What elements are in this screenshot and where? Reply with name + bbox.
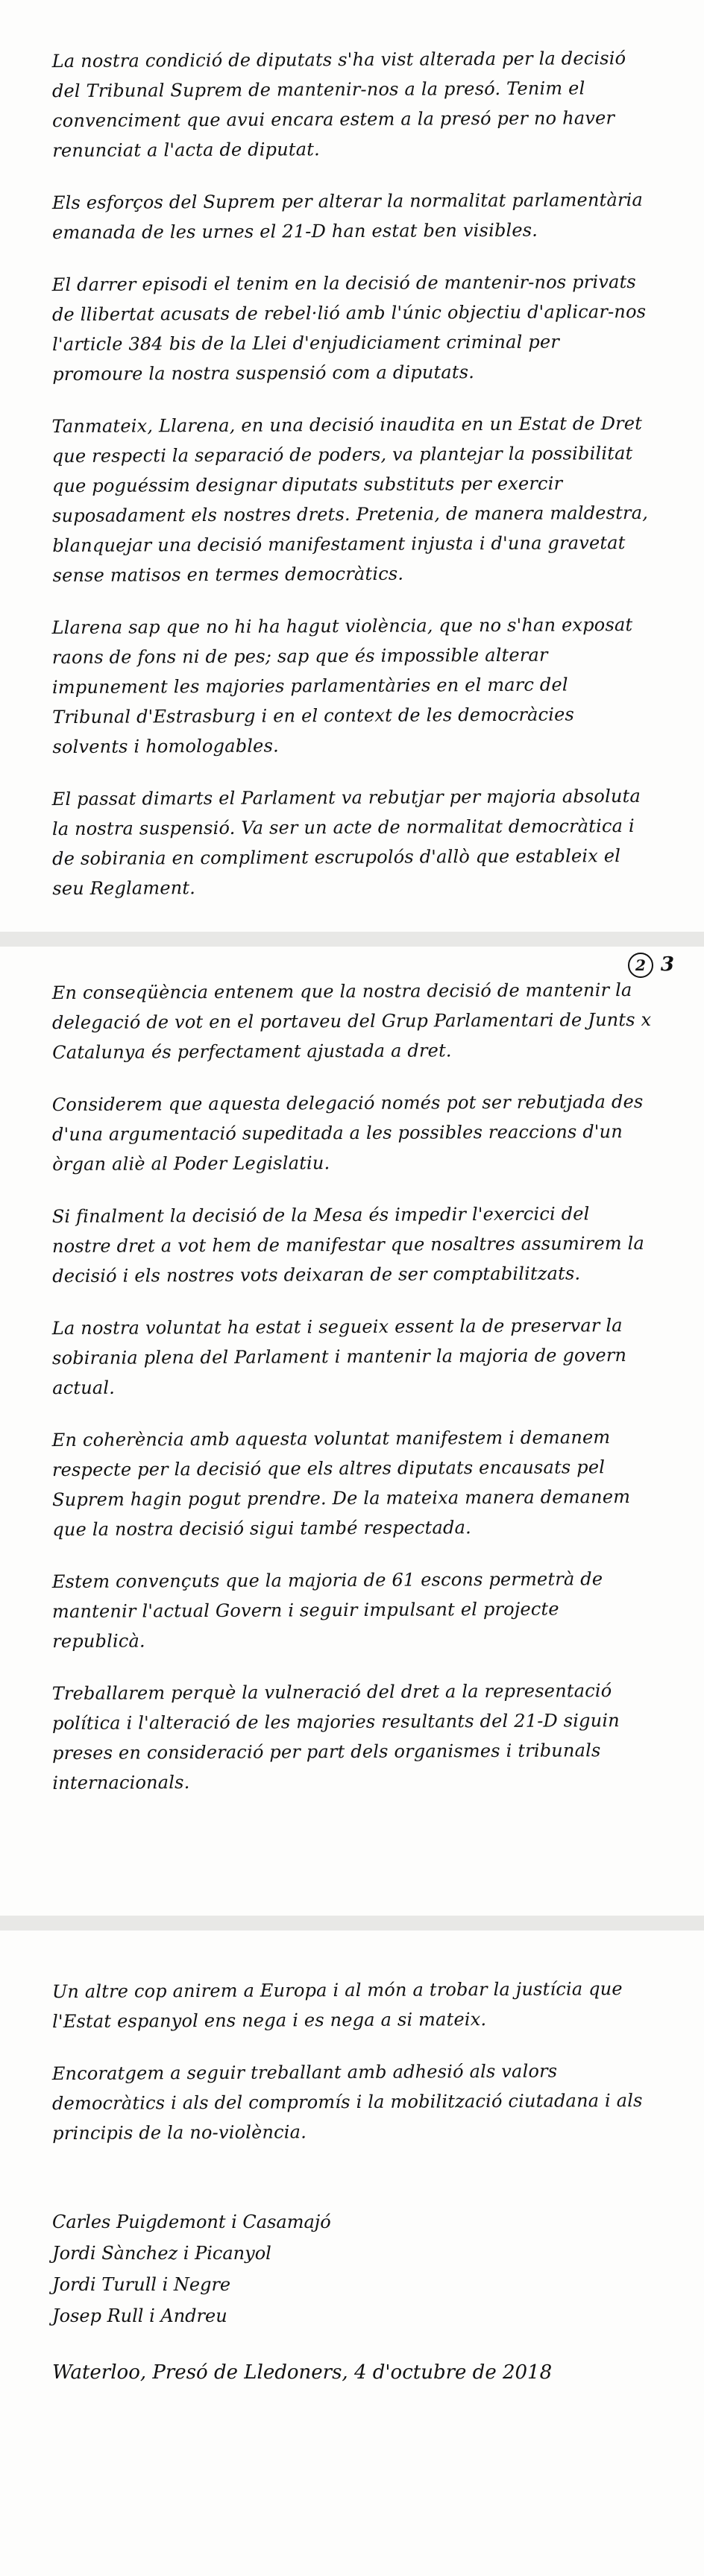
text-segment: ; sap que és impossible alterar impunement les majories parlamentàries en el marc del Tribunal d'Estrasburg i en el context de les democràcies solvents i homologables. bbox=[51, 644, 575, 758]
paragraph: Treballarem perquè la vulneració del dret a la representació política i l'alteració de les majories resultants del 21-D siguin preses en consideració per part dels organismes i tribunals internacionals. bbox=[51, 1680, 620, 1794]
page-separator bbox=[0, 932, 704, 947]
paragraph: Els esforços del Suprem per alterar la normalitat parlamentària emanada de les urnes el 21-D han estat ben visibles. bbox=[51, 189, 644, 244]
paragraph: En coherència amb aquesta voluntat manifestem i demanem respecte per la decisió que els altres diputats encausats pel Suprem hagin pogut prendre. De la mateixa manera demanem que la nostra decisió sigui també respectada. bbox=[51, 1427, 631, 1541]
signatory: Carles Puigdemont i Casamajó bbox=[52, 2212, 331, 2232]
paragraph: Estem convençuts que la majoria de 61 escons permetrà de mantenir l'actual Govern i seguir impulsant el projecte republicà. bbox=[51, 1568, 603, 1652]
letter-page-1 bbox=[0, 0, 704, 932]
paragraph: El darrer episodi el tenim en la decisió de mantenir-nos privats de llibertat acusats de rebel·lió amb l'únic objectiu d'aplicar-nos l'article 384 bis de la Llei d'enjudiciament criminal per promoure la nostra suspensió com a diputats. bbox=[51, 271, 647, 385]
paragraph: Si finalment la decisió de la Mesa és impedir l'exercici del nostre dret a vot hem de manifestar que nosaltres assumirem la decisió i els nostres vots deixaran de ser comptabilitzats. bbox=[51, 1203, 645, 1287]
struck-through-text: que no s'han exposat raons de fons ni de pes bbox=[51, 614, 633, 669]
paragraph: Un altre cop anirem a Europa i al món a trobar la justícia que l'Estat espanyol ens nega i es nega a si mateix. bbox=[51, 1978, 623, 2033]
circled-page-number: 2 bbox=[628, 953, 653, 978]
signatory: Josep Rull i Andreu bbox=[52, 2305, 227, 2326]
text-segment: Llarena sap que no hi ha hagut violència, bbox=[51, 615, 439, 639]
paragraph: En conseqüència entenem que la nostra decisió de mantenir la delegació de vot en el portaveu del Grup Parlamentari de Junts x Catalunya és perfectament ajustada a dret. bbox=[51, 979, 652, 1064]
paragraph: El passat dimarts el Parlament va rebutjar per majoria absoluta la nostra suspensió. Va ser un acte de normalitat democràtica i de sobirania en compliment escrupolós d'allò que estableix el seu Reglament. bbox=[51, 785, 641, 900]
page-number bbox=[628, 953, 674, 978]
signatories-list bbox=[52, 2206, 652, 2332]
paragraph: Encoratgem a seguir treballant amb adhesió als valors democràtics i als del compromís i la mobilització ciutadana i als principis de la no-violència. bbox=[51, 2060, 643, 2144]
page-number-trailing: 3 bbox=[660, 953, 674, 976]
letter-page-2 bbox=[0, 947, 704, 1916]
paragraph: La nostra condició de diputats s'ha vist alterada per la decisió del Tribunal Suprem de mantenir-nos a la presó. Tenim el convenciment que avui encara estem a la presó per no haver renunciat a l'acta de diputat. bbox=[51, 48, 626, 162]
paragraph: La nostra voluntat ha estat i segueix essent la de preservar la sobirania plena del Parlament i mantenir la majoria de govern actual. bbox=[51, 1315, 627, 1399]
signatory: Jordi Turull i Negre bbox=[52, 2274, 231, 2295]
letter-page-3 bbox=[0, 1931, 704, 2576]
paragraph bbox=[51, 610, 652, 762]
paragraph: Considerem que aquesta delegació només pot ser rebutjada des d'una argumentació supeditada a les possibles reaccions d'un òrgan aliè al Poder Legislatiu. bbox=[51, 1090, 644, 1175]
signatory: Jordi Sànchez i Picanyol bbox=[52, 2243, 271, 2264]
page-separator bbox=[0, 1916, 704, 1931]
place-and-date: Waterloo, Presó de Lledoners, 4 d'octubre de 2018 bbox=[52, 2361, 553, 2384]
paragraph: Tanmateix, Llarena, en una decisió inaudita en un Estat de Dret que respecti la separació de poders, va plantejar la possibilitat que poguéssim designar diputats substituts per exercir suposadament els nostres drets. Pretenia, de manera maldestra, blanquejar una decisió manifestament injusta i d'una gravetat sense matisos en termes democràtics. bbox=[51, 412, 649, 587]
